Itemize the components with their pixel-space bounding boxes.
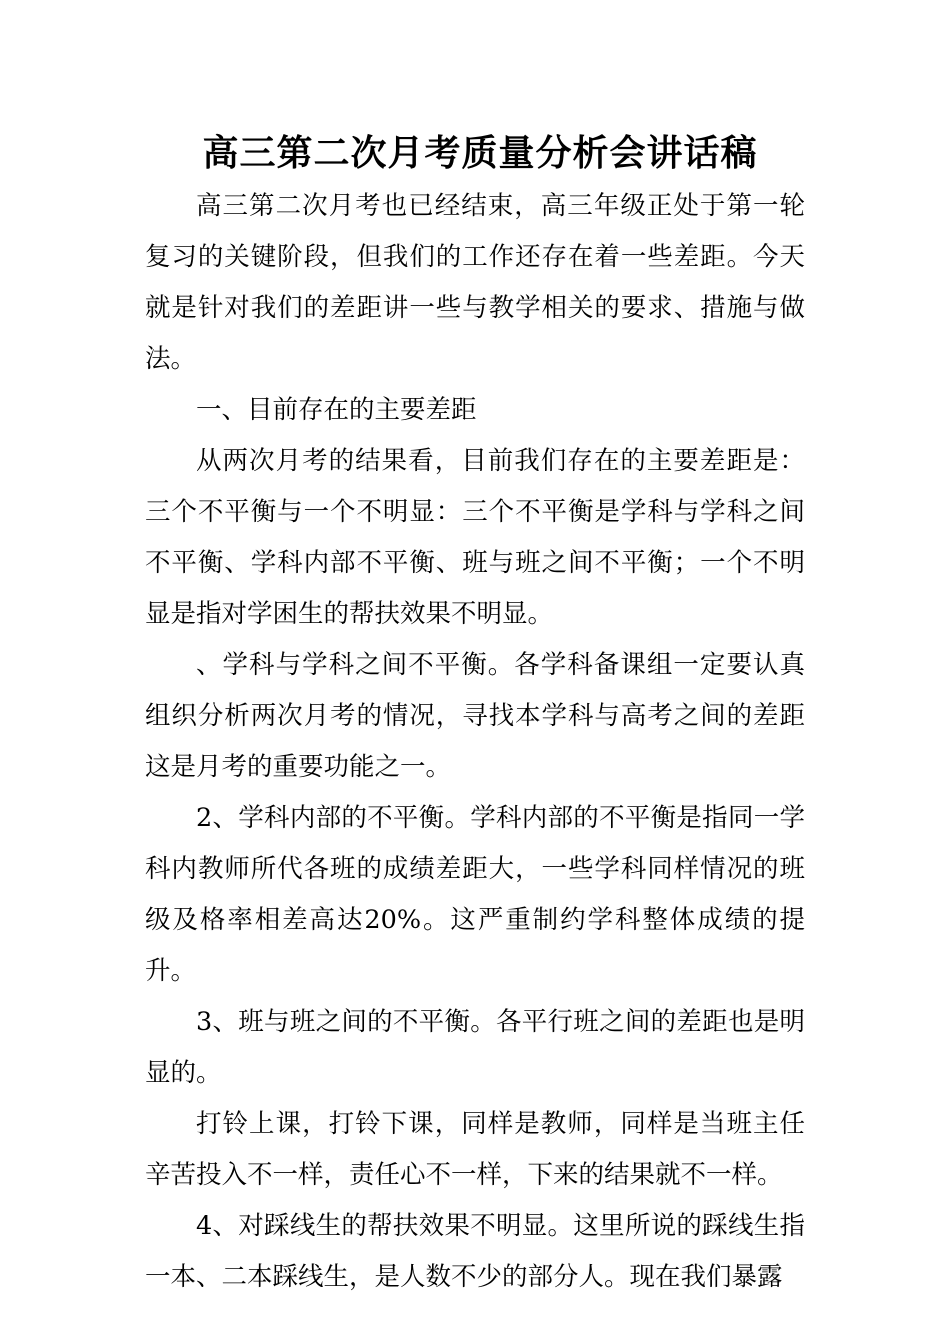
section-heading-gaps: 一、目前存在的主要差距 [196,395,477,425]
paragraph-point-3: 3、班与班之间的不平衡。各平行班之间的差距也是明显的。 [145,1007,805,1088]
document-title: 高三第二次月考质量分析会讲话稿 [202,132,758,174]
paragraph-point-1: 、学科与学科之间不平衡。各学科备课组一定要认真组织分析两次月考的情况，寻找本学科与高考之间的差距这是月考的重要功能之一。 [145,650,805,782]
paragraph-main-gaps: 从两次月考的结果看，目前我们存在的主要差距是：三个不平衡与一个不明显：三个不平衡是学科与学科之间不平衡、学科内部不平衡、班与班之间不平衡；一个不明显是指对学困生的帮扶效果不明显。 [145,446,805,629]
paragraph-point-2: 2、学科内部的不平衡。学科内部的不平衡是指同一学科内教师所代各班的成绩差距大，一些学科同样情况的班级及格率相差高达20%。这严重制约学科整体成绩的提升。 [145,803,805,986]
document-page [145,125,805,1303]
paragraph-point-4: 4、对踩线生的帮扶效果不明显。这里所说的踩线生指一本、二本踩线生，是人数不少的部分人。现在我们暴露 [145,1211,805,1292]
paragraph-point-3-detail: 打铃上课，打铃下课，同样是教师，同样是当班主任辛苦投入不一样，责任心不一样，下来的结果就不一样。 [145,1109,805,1190]
paragraph-intro: 高三第二次月考也已经结束，高三年级正处于第一轮复习的关键阶段，但我们的工作还存在着一些差距。今天就是针对我们的差距讲一些与教学相关的要求、措施与做法。 [145,191,805,374]
